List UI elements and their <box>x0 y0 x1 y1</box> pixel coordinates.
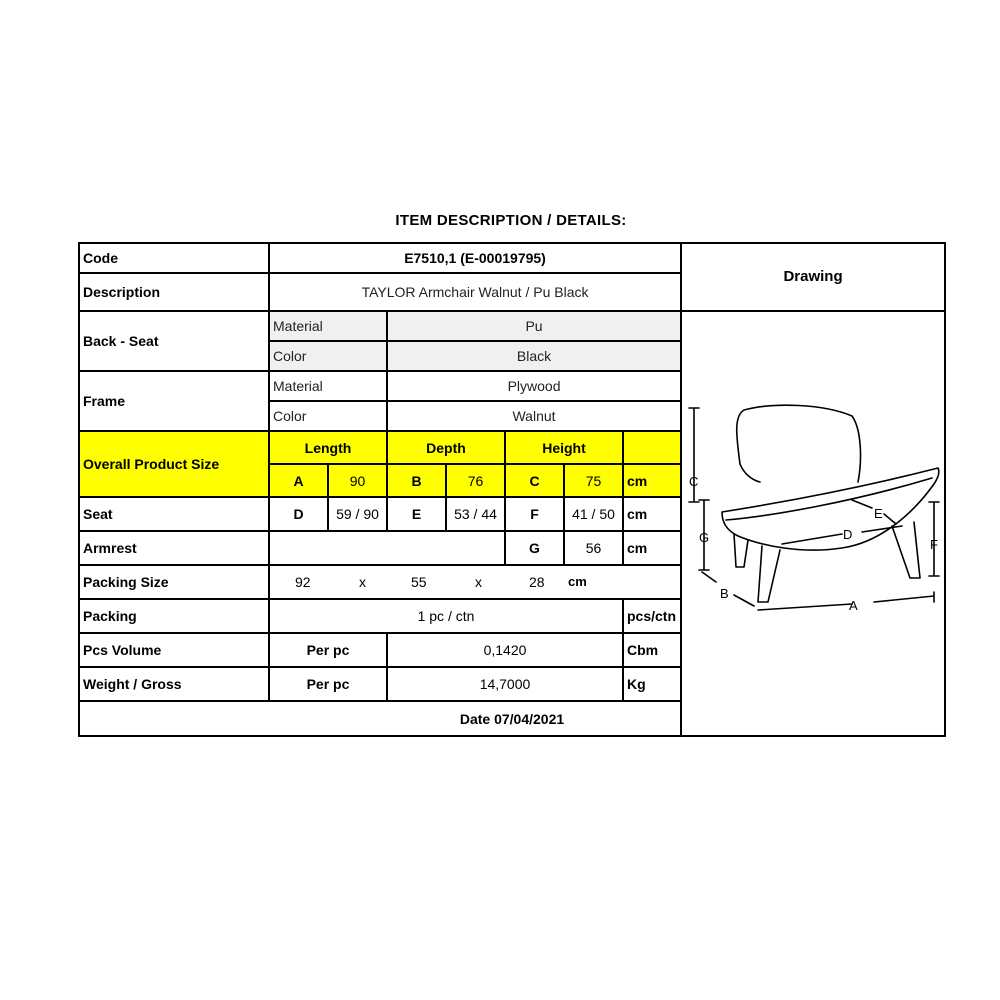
length-header: Length <box>269 431 387 464</box>
weight-value: 14,7000 <box>387 667 623 701</box>
drawing-title: Drawing <box>783 268 843 285</box>
description-value: TAYLOR Armchair Walnut / Pu Black <box>269 273 681 311</box>
dim-label-a: A <box>849 598 858 613</box>
seat-unit: cm <box>623 497 681 531</box>
code-label: Code <box>79 243 269 273</box>
chair-leg-back <box>892 522 920 578</box>
height-header: Height <box>505 431 623 464</box>
dim-d-line <box>782 526 902 544</box>
pcs-volume-label: Pcs Volume <box>79 633 269 667</box>
pcs-volume-unit: Cbm <box>623 633 681 667</box>
dim-b-key: B <box>387 464 446 497</box>
frame-color-label: Color <box>269 401 387 431</box>
dim-g-key: G <box>505 531 564 565</box>
dim-label-f: F <box>930 537 938 552</box>
packing-size-unit: cm <box>568 574 587 589</box>
overall-unit: cm <box>623 464 681 497</box>
dim-label-e: E <box>874 506 883 521</box>
back-seat-material: Pu <box>387 311 681 341</box>
date-row: Date 07/04/2021 <box>79 701 945 736</box>
description-label: Description <box>79 273 269 311</box>
packing-length: 92 <box>295 574 311 590</box>
packing-unit: pcs/ctn <box>623 599 681 633</box>
dim-label-g: G <box>699 530 710 545</box>
dim-label-d: D <box>843 527 853 542</box>
frame-label: Frame <box>79 371 269 431</box>
dim-label-c: C <box>689 474 699 489</box>
packing-size-label: Packing Size <box>79 565 269 599</box>
packing-label: Packing <box>79 599 269 633</box>
pcs-volume-per: Per pc <box>269 633 387 667</box>
dim-g-value: 56 <box>564 531 623 565</box>
dim-d-value: 59 / 90 <box>328 497 387 531</box>
armrest-blank <box>269 531 505 565</box>
chair-leg-front-right <box>758 546 780 602</box>
code-value: E7510,1 (E-00019795) <box>269 243 681 273</box>
dim-f-value: 41 / 50 <box>564 497 623 531</box>
weight-per: Per pc <box>269 667 387 701</box>
armrest-unit: cm <box>623 531 681 565</box>
overall-size-label: Overall Product Size <box>79 431 269 497</box>
frame-material-label: Material <box>269 371 387 401</box>
armrest-label: Armrest <box>79 531 269 565</box>
page-title: ITEM DESCRIPTION / DETAILS: <box>395 212 627 229</box>
dim-e-key: E <box>387 497 446 531</box>
packing-size-values <box>269 565 681 599</box>
packing-height: 28 <box>529 574 545 590</box>
weight-unit: Kg <box>623 667 681 701</box>
weight-label: Weight / Gross <box>79 667 269 701</box>
dim-label-b: B <box>720 586 729 601</box>
back-seat-color-label: Color <box>269 341 387 371</box>
seat-label: Seat <box>79 497 269 531</box>
frame-color: Walnut <box>387 401 681 431</box>
packing-x1: x <box>359 574 366 590</box>
drawing-title-cell <box>681 243 945 311</box>
drawing-cell <box>681 311 945 736</box>
dim-a-value: 90 <box>328 464 387 497</box>
dim-a-key: A <box>269 464 328 497</box>
packing-x2: x <box>475 574 482 590</box>
dim-c-key: C <box>505 464 564 497</box>
dim-f-key: F <box>505 497 564 531</box>
spec-table <box>78 242 946 737</box>
dim-b-value: 76 <box>446 464 505 497</box>
packing-width: 55 <box>411 574 427 590</box>
dim-d-key: D <box>269 497 328 531</box>
depth-header: Depth <box>387 431 505 464</box>
dim-a-line <box>758 592 934 610</box>
overall-blank <box>623 431 681 464</box>
packing-value: 1 pc / ctn <box>269 599 623 633</box>
dim-c-value: 75 <box>564 464 623 497</box>
frame-material: Plywood <box>387 371 681 401</box>
back-seat-label: Back - Seat <box>79 311 269 371</box>
back-seat-color: Black <box>387 341 681 371</box>
chair-backrest <box>737 405 861 482</box>
pcs-volume-value: 0,1420 <box>387 633 623 667</box>
back-seat-material-label: Material <box>269 311 387 341</box>
dim-e-value: 53 / 44 <box>446 497 505 531</box>
chair-drawing <box>682 312 945 700</box>
